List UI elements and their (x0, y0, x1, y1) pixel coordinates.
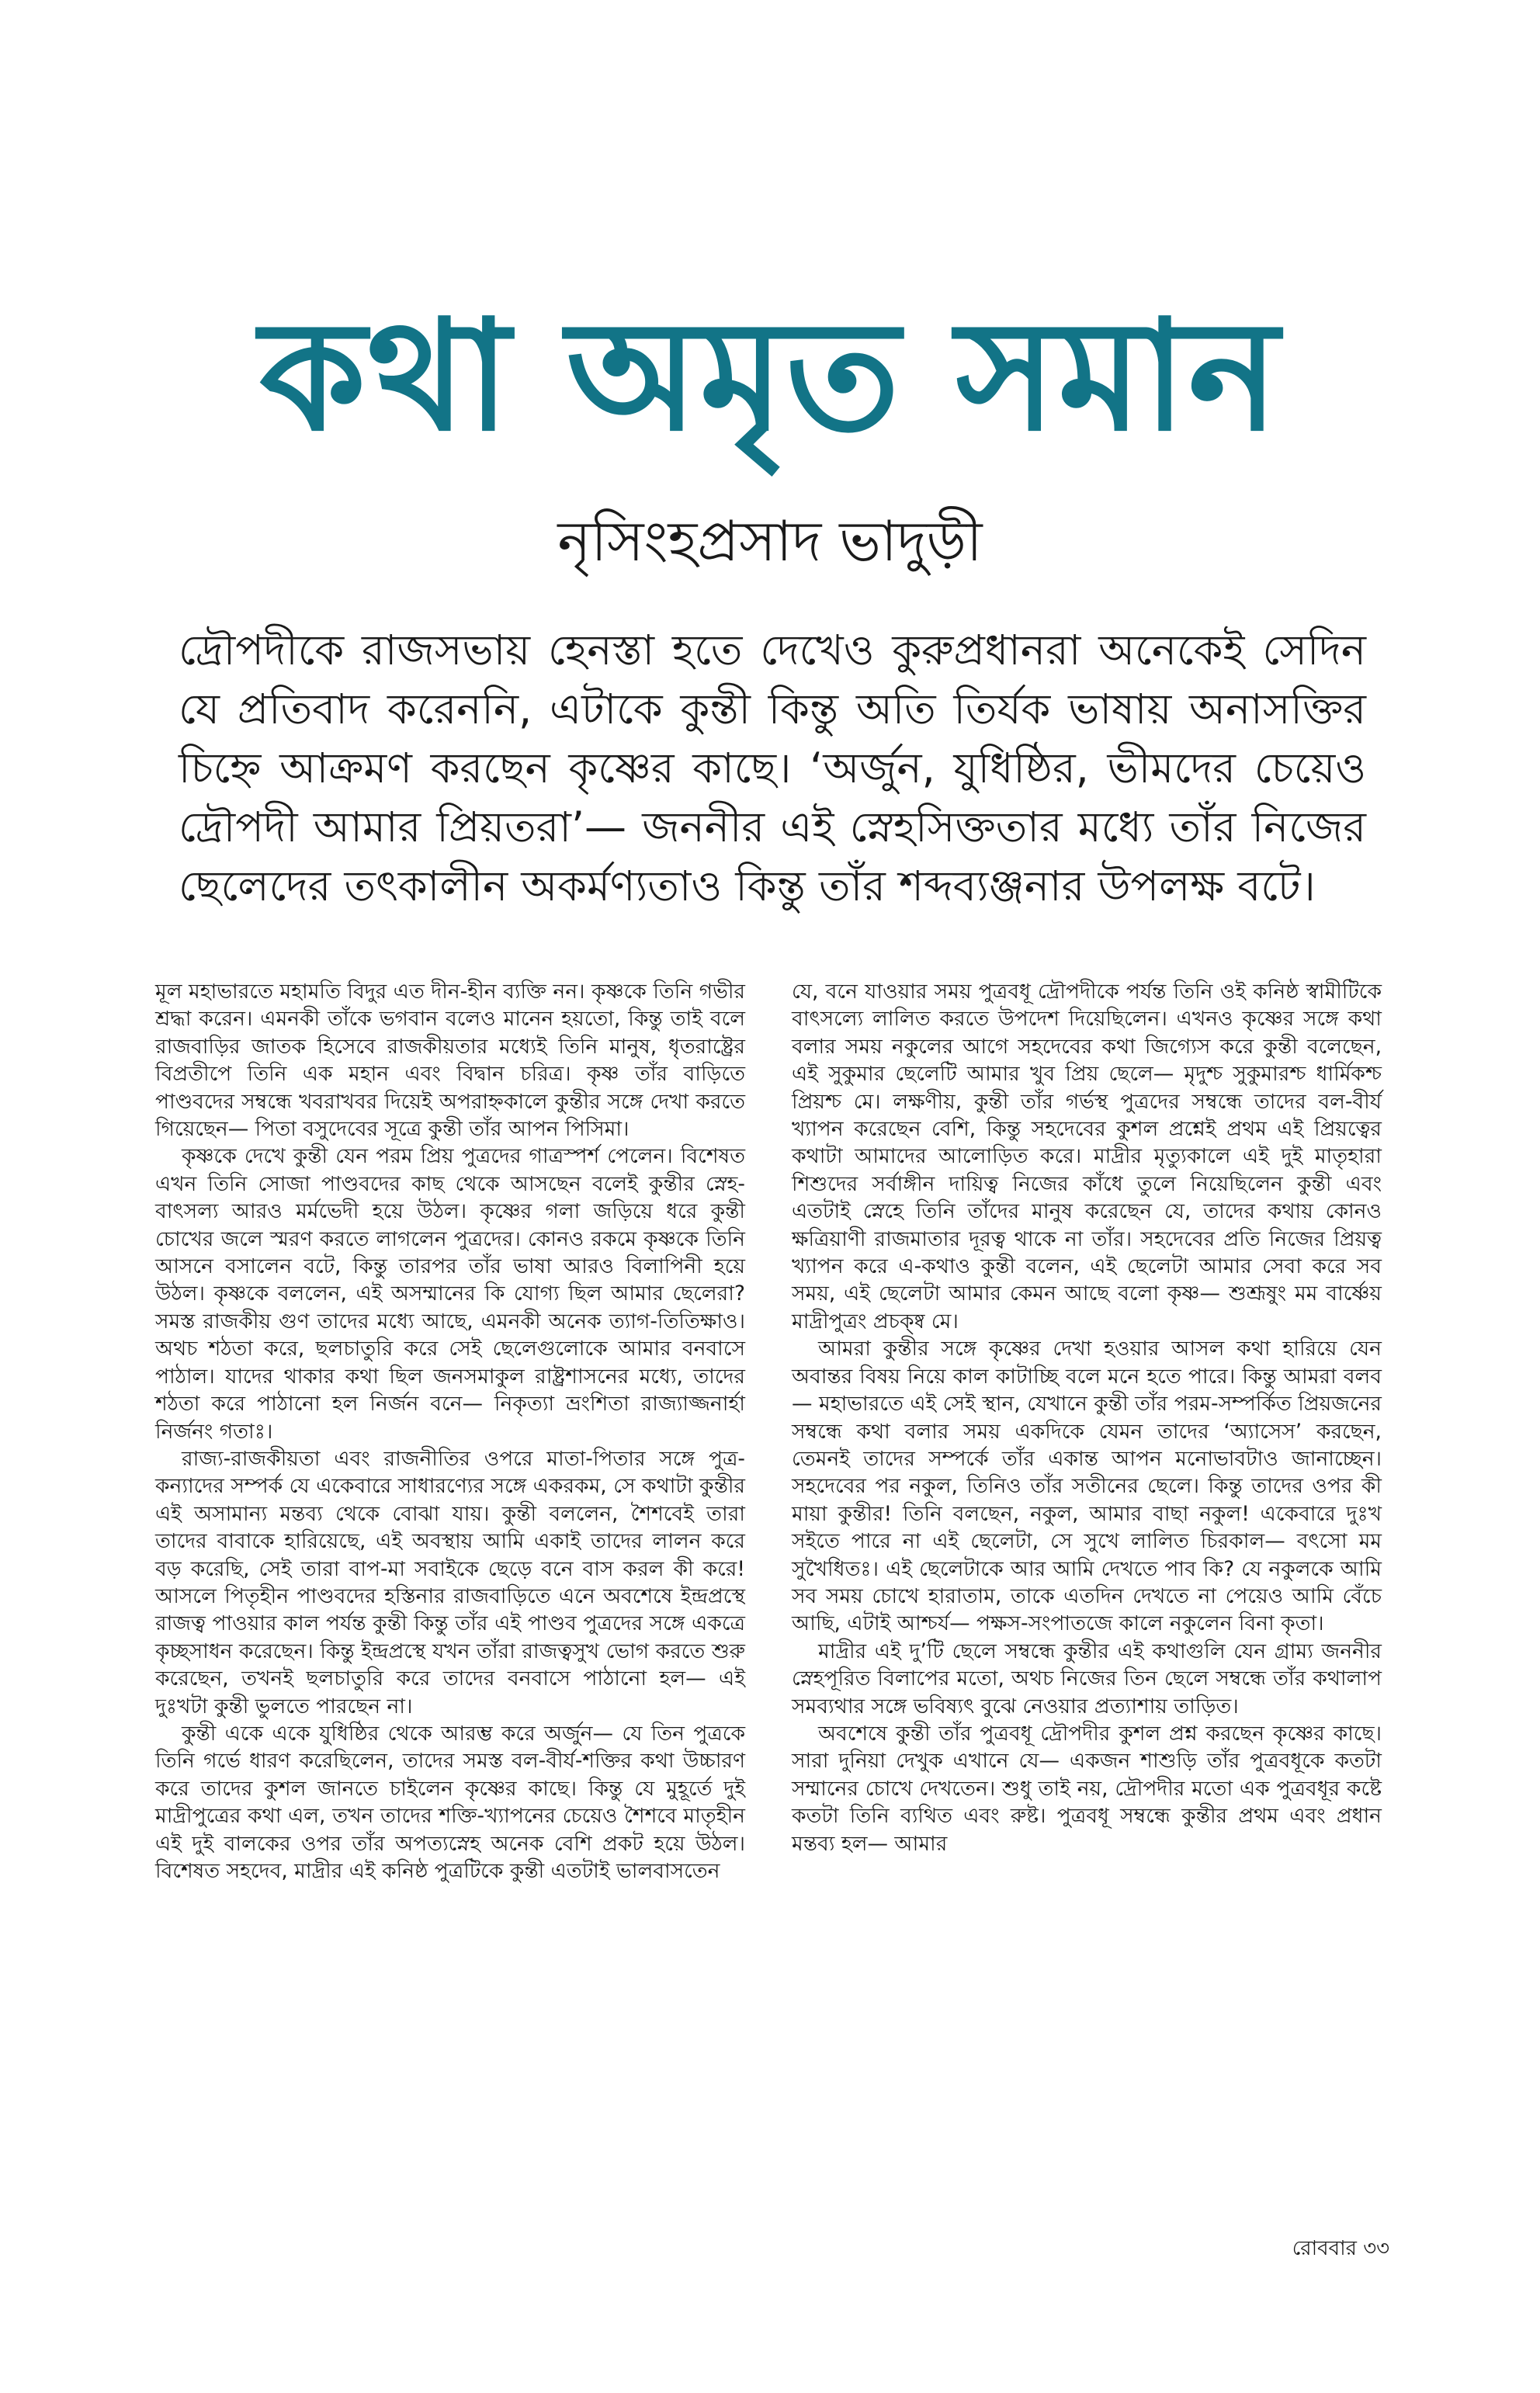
article-title: কথা অমৃত সমান (259, 288, 1281, 465)
body-paragraph: মূল মহাভারতে মহামতি বিদুর এত দীন-হীন ব্যক্তি নন। কৃষ্ণকে তিনি গভীর শ্রদ্ধা করেন। এমনকী তাঁকে ভগবান বলেও মানেন হয়তো, কিন্তু তাই বলে রাজবাড়ির জাতক হিসেবে রাজকীয়তার মধ্যেই তিনি মানুষ, ধৃতরাষ্ট্রের বিপ্রতীপে তিনি এক মহান এবং বিদ্বান চরিত্র। কৃষ্ণ তাঁর বাড়িতে পাণ্ডবদের সম্বন্ধে খবরাখবর দিয়েই অপরাহ্নকালে কুন্তীর সঙ্গে দেখা করতে গিয়েছেন— পিতা বসুদেবের সূত্রে কুন্তী তাঁর আপন পিসিমা। (155, 980, 745, 1142)
body-paragraph: আমরা কুন্তীর সঙ্গে কৃষ্ণের দেখা হওয়ার আসল কথা হারিয়ে যেন অবান্তর বিষয় নিয়ে কাল কাটাচ্ছি বলে মনে হতে পারে। কিন্তু আমরা বলব— মহাভারতে এই সেই স্থান, যেখানে কুন্তী তাঁর পরম-সম্পর্কিত প্রিয়জনের সম্বন্ধে কথা বলার সময় একদিকে যেমন তাদের ‘অ্যাসেস’ করছেন, তেমনই তাদের সম্পর্কে তাঁর একান্ত আপন মনোভাবটাও জানাচ্ছেন। সহদেবের পর নকুল, তিনিও তাঁর সতীনের ছেলে। কিন্তু তাদের ওপর কী মায়া কুন্তীর! তিনি বলছেন, নকুল, আমার বাছা নকুল! একেবারে দুঃখ সইতে পারে না এই ছেলেটা, সে সুখে লালিত চিরকাল— বৎসো মম সুখৈধিতঃ। এই ছেলেটাকে আর আমি দেখতে পাব কি? যে নকুলকে আমি সব সময় চোখে হারাতাম, তাকে এতদিন দেখতে না পেয়েও আমি বেঁচে আছি, এটাই আশ্চর্য— পক্ষস-সংপাতজে কালে নকুলেন বিনা কৃতা। (792, 1337, 1382, 1636)
body-paragraph: কুন্তী একে একে যুধিষ্ঠির থেকে আরম্ভ করে অর্জুন— যে তিন পুত্রকে তিনি গর্ভে ধারণ করেছিলেন, তাদের সমস্ত বল-বীর্য-শক্তির কথা উচ্চারণ করে তাদের কুশল জানতে চাইলেন কৃষ্ণের কাছে। কিন্তু যে মুহূর্তে দুই মাদ্রীপুত্রের কথা এল, তখন তাদের শক্তি-খ্যাপনের চেয়েও শৈশবে মাতৃহীন এই দুই বালকের ওপর তাঁর অপত্যস্নেহ অনেক বেশি প্রকট হয়ে উঠল। বিশেষত সহদেব, মাদ্রীর এই কনিষ্ঠ পুত্রটিকে কুন্তী এতটাই ভালবাসতেন (155, 1721, 745, 1883)
author-name: নৃসিংহপ্রসাদ ভাদুড়ী (557, 508, 983, 574)
body-paragraph: যে, বনে যাওয়ার সময় পুত্রবধূ দ্রৌপদীকে পর্যন্ত তিনি ওই কনিষ্ঠ স্বামীটিকে বাৎসল্যে লালিত করতে উপদেশ দিয়েছিলেন। এখনও কৃষ্ণের সঙ্গে কথা বলার সময় নকুলের আগে সহদেবের কথা জিগ্যেস করে কুন্তী বলেছেন, এই সুকুমার ছেলেটি আমার খুব প্রিয় ছেলে— মৃদুশ্চ সুকুমারশ্চ ধার্মিকশ্চ প্রিয়শ্চ মে। লক্ষণীয়, কুন্তী তাঁর গর্ভস্থ পুত্রদের সম্বন্ধে তাদের বল-বীর্য খ্যাপন করেছেন বেশি, কিন্তু সহদেবের কুশল প্রশ্নেই প্রথম এই প্রিয়ত্বের কথাটা আমাদের আলোড়িত করে। মাদ্রীর মৃত্যুকালে এই দুই মাতৃহারা শিশুদের সর্বাঙ্গীন দায়িত্ব নিজের কাঁধে তুলে নিয়েছিলেন কুন্তী এবং এতটাই স্নেহে তিনি তাঁদের মানুষ করেছেন যে, তাদের কথায় কোনও ক্ষত্রিয়াণী রাজমাতার দূরত্ব থাকে না তাঁর। সহদেবের প্রতি নিজের প্রিয়ত্ব খ্যাপন করে এ-কথাও কুন্তী বলেন, এই ছেলেটা আমার সেবা করে সব সময়, এই ছেলেটা আমার কেমন আছে বলো কৃষ্ণ— শুশ্রূষুং মম বার্ষ্ণেয় মাদ্রীপুত্রং প্রচক্ষ্ব মে। (792, 980, 1382, 1333)
intro-paragraph: দ্রৌপদীকে রাজসভায় হেনস্তা হতে দেখেও কুরুপ্রধানরা অনেকেই সেদিন যে প্রতিবাদ করেননি, এটাকে কুন্তী কিন্তু অতি তির্যক ভাষায় অনাসক্তির চিহ্নে আক্রমণ করছেন কৃষ্ণের কাছে। ‘অর্জুন, যুধিষ্ঠির, ভীমদের চেয়েও দ্রৌপদী আমার প্রিয়তরা’— জননীর এই স্নেহসিক্ততার মধ্যে তাঁর নিজের ছেলেদের তৎকালীন অকর্মণ্যতাও কিন্তু তাঁর শব্দব্যঞ্জনার উপলক্ষ বটে। (179, 626, 1366, 910)
body-paragraph: কৃষ্ণকে দেখে কুন্তী যেন পরম প্রিয় পুত্রদের গাত্রস্পর্শ পেলেন। বিশেষত এখন তিনি সোজা পাণ্ডবদের কাছ থেকে আসছেন বলেই কুন্তীর স্নেহ-বাৎসল্য আরও মর্মভেদী হয়ে উঠল। কৃষ্ণের গলা জড়িয়ে ধরে কুন্তী চোখের জলে স্মরণ করতে লাগলেন পুত্রদের। কোনও রকমে কৃষ্ণকে তিনি আসনে বসালেন বটে, কিন্তু তারপর তাঁর ভাষা আরও বিলাপিনী হয়ে উঠল। কৃষ্ণকে বললেন, এই অসম্মানের কি যোগ্য ছিল আমার ছেলেরা? সমস্ত রাজকীয় গুণ তাদের মধ্যে আছে, এমনকী অনেক ত্যাগ-তিতিক্ষাও। অথচ শঠতা করে, ছলচাতুরি করে সেই ছেলেগুলোকে আমার বনবাসে পাঠাল। যাদের থাকার কথা ছিল জনসমাকুল রাষ্ট্রশাসনের মধ্যে, তাদের শঠতা করে পাঠানো হল নির্জন বনে— নিকৃত্যা ভ্রংশিতা রাজ্যাজ্জনার্হা নির্জনং গতাঃ। (155, 1144, 745, 1444)
page-footer: রোববার ৩৩ (1292, 2237, 1389, 2260)
body-paragraph: মাদ্রীর এই দু’টি ছেলে সম্বন্ধে কুন্তীর এই কথাগুলি যেন গ্রাম্য জননীর স্নেহপূরিত বিলাপের মতো, অথচ নিজের তিন ছেলে সম্বন্ধে তাঁর কথালাপ সমব্যথার সঙ্গে ভবিষ্যৎ বুঝে নেওয়ার প্রত্যাশায় তাড়িত। (792, 1639, 1382, 1718)
body-paragraph: রাজ্য-রাজকীয়তা এবং রাজনীতির ওপরে মাতা-পিতার সঙ্গে পুত্র-কন্যাদের সম্পর্ক যে একেবারে সাধারণ্যের সঙ্গে একরকম, সে কথাটা কুন্তীর এই অসামান্য মন্তব্য থেকে বোঝা যায়। কুন্তী বললেন, শৈশবেই তারা তাদের বাবাকে হারিয়েছে, এই অবস্থায় আমি একাই তাদের লালন করে বড় করেছি, সেই তারা বাপ-মা সবাইকে ছেড়ে বনে বাস করল কী করে! আসলে পিতৃহীন পাণ্ডবদের হস্তিনার রাজবাড়িতে এনে অবশেষে ইন্দ্রপ্রস্থে রাজত্ব পাওয়ার কাল পর্যন্ত কুন্তী কিন্তু তাঁর এই পাণ্ডব পুত্রদের সঙ্গে একত্রে কৃচ্ছসাধন করেছেন। কিন্তু ইন্দ্রপ্রস্থে যখন তাঁরা রাজত্বসুখ ভোগ করতে শুরু করেছেন, তখনই ছলচাতুরি করে তাদের বনবাসে পাঠানো হল— এই দুঃখটা কুন্তী ভুলতে পারছেন না। (155, 1446, 745, 1718)
right-column (792, 978, 1382, 1857)
left-column (155, 978, 745, 1885)
body-paragraph: অবশেষে কুন্তী তাঁর পুত্রবধূ দ্রৌপদীর কুশল প্রশ্ন করছেন কৃষ্ণের কাছে। সারা দুনিয়া দেখুক এখানে যে— একজন শাশুড়ি তাঁর পুত্রবধূকে কতটা সম্মানের চোখে দেখতেন। শুধু তাই নয়, দ্রৌপদীর মতো এক পুত্রবধূর কষ্টে কতটা তিনি ব্যথিত এবং রুষ্ট। পুত্রবধূ সম্বন্ধে কুন্তীর প্রথম এবং প্রধান মন্তব্য হল— আমার (792, 1721, 1382, 1856)
